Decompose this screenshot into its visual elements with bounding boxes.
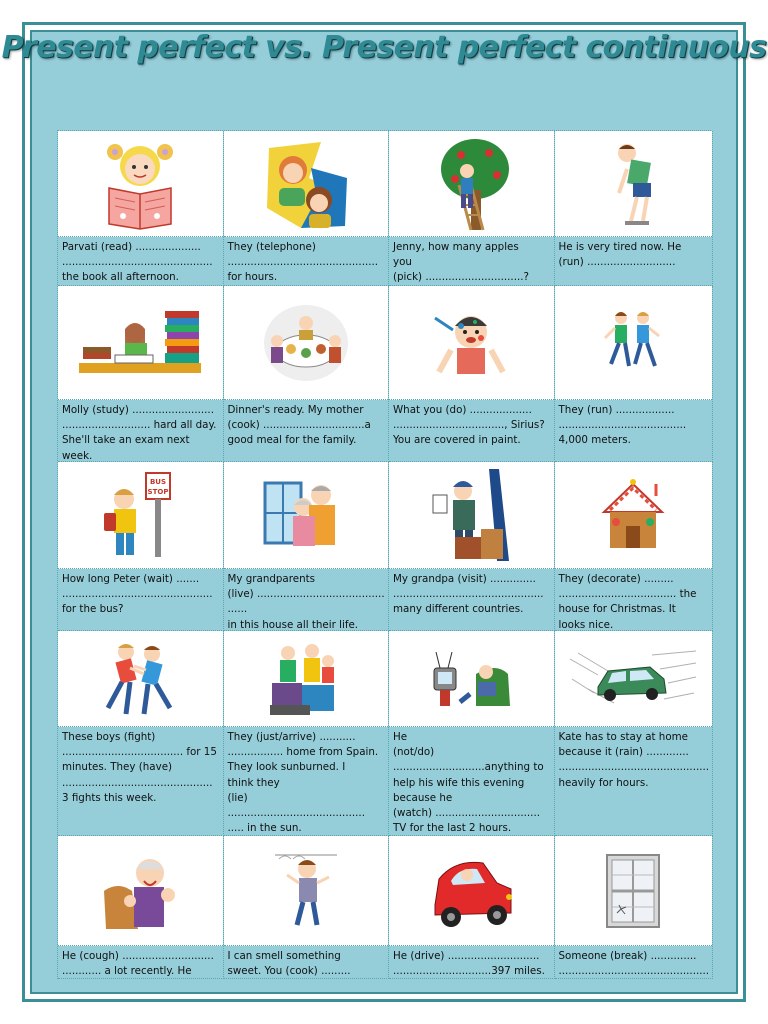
exercise-cell: [555, 462, 714, 631]
exercise-sentence: He (cough) ............................ ............ a lot recently. He: [58, 946, 223, 978]
man-watching-tv-icon: [389, 631, 554, 727]
exercise-sentence: Dinner's ready. My mother (cook) ...............................a good meal for the family.: [224, 400, 389, 461]
girls-on-telephone-icon: [224, 131, 389, 237]
gingerbread-house-icon: [555, 462, 713, 569]
exercise-cell: [389, 462, 555, 631]
exercise-cell: [224, 462, 390, 631]
exercise-sentence: They (run) .................. ....................................... 4,000 meters.: [555, 400, 713, 461]
exercise-cell: [224, 286, 390, 462]
boys-running-icon: [555, 286, 713, 400]
exercise-cell: [555, 286, 714, 462]
girl-reading-book-icon: [58, 131, 223, 237]
exercise-sentence: My grandpa (visit) .............. .............................................. many different countries.: [389, 569, 554, 630]
exercise-sentence: I can smell something sweet. You (cook) .........: [224, 946, 389, 978]
boy-picking-apples-icon: [389, 131, 554, 237]
old-man-coughing-icon: [58, 836, 223, 946]
exercise-cell: [555, 836, 714, 979]
exercise-sentence: Jenny, how many apples you (pick) ..............................?: [389, 237, 554, 285]
exercise-sentence: He (drive) ............................ ..............................397 miles.: [389, 946, 554, 978]
exercise-row: [58, 836, 711, 979]
exercise-row: [58, 286, 711, 462]
exercise-sentence: Parvati (read) .................... .............................................. the book all afternoon.: [58, 237, 223, 285]
exercise-grid: [57, 130, 711, 979]
exercise-sentence: How long Peter (wait) ....... .............................................. for the bus?: [58, 569, 223, 630]
broken-window-icon: [555, 836, 713, 946]
man-smelling-icon: [224, 836, 389, 946]
exercise-row: [58, 462, 711, 631]
exercise-cell: [555, 131, 714, 286]
exercise-cell: [389, 836, 555, 979]
exercise-sentence: He is very tired now. He (run) ...........................: [555, 237, 713, 285]
family-with-suitcases-icon: [224, 631, 389, 727]
exercise-sentence: Someone (break) .............. ..............................................: [555, 946, 713, 978]
exercise-sentence: Molly (study) ......................... ........................... hard all day. She'll take an exam next week.: [58, 400, 223, 461]
man-in-red-car-icon: [389, 836, 554, 946]
boy-at-bus-stop-icon: [58, 462, 223, 569]
svg-text:BUS: BUS: [150, 478, 167, 486]
girl-studying-books-icon: [58, 286, 223, 400]
family-dinner-icon: [224, 286, 389, 400]
exercise-sentence: Kate has to stay at home because it (rain) ............. .............................................. heavily for hours.: [555, 727, 713, 835]
boys-fighting-icon: [58, 631, 223, 727]
exercise-sentence: What you (do) ................... .................................., Sirius? You are covered in paint.: [389, 400, 554, 461]
svg-text:STOP: STOP: [147, 488, 169, 496]
exercise-cell: [58, 836, 224, 979]
tired-man-icon: [555, 131, 713, 237]
exercise-sentence: My grandparents (live) ....................................... ...... in this house all their life.: [224, 569, 389, 630]
exercise-sentence: These boys (fight) ..................................... for 15 minutes. They (have) .............................................. 3 fights this week.: [58, 727, 223, 835]
page-title: Present perfect vs. Present perfect continuous: [1, 30, 767, 65]
exercise-cell: [555, 631, 714, 836]
exercise-sentence: They (telephone) .............................................. for hours.: [224, 237, 389, 285]
exercise-row: [58, 131, 711, 286]
car-in-rain-icon: [555, 631, 713, 727]
exercise-cell: [389, 631, 555, 836]
exercise-sentence: They (decorate) ......... .................................... the house for Christmas. It looks nice.: [555, 569, 713, 630]
traveller-with-luggage-icon: [389, 462, 554, 569]
exercise-cell: [224, 131, 390, 286]
exercise-cell: [224, 631, 390, 836]
grandparents-at-window-icon: [224, 462, 389, 569]
exercise-row: [58, 631, 711, 836]
exercise-sentence: They (just/arrive) ........... ................. home from Spain. They look sunburned. I think they (lie) .......................................... ..... in the sun.: [224, 727, 389, 835]
exercise-cell: [224, 836, 390, 979]
exercise-cell: [389, 286, 555, 462]
exercise-sentence: He (not/do) ............................anything to help his wife this evening because he (watch) ................................ TV for the last 2 hours.: [389, 727, 554, 835]
boy-painted-face-icon: [389, 286, 554, 400]
exercise-cell: [58, 286, 224, 462]
exercise-cell: [389, 131, 555, 286]
exercise-cell: [58, 131, 224, 286]
exercise-cell: [58, 631, 224, 836]
exercise-cell: [58, 462, 224, 631]
